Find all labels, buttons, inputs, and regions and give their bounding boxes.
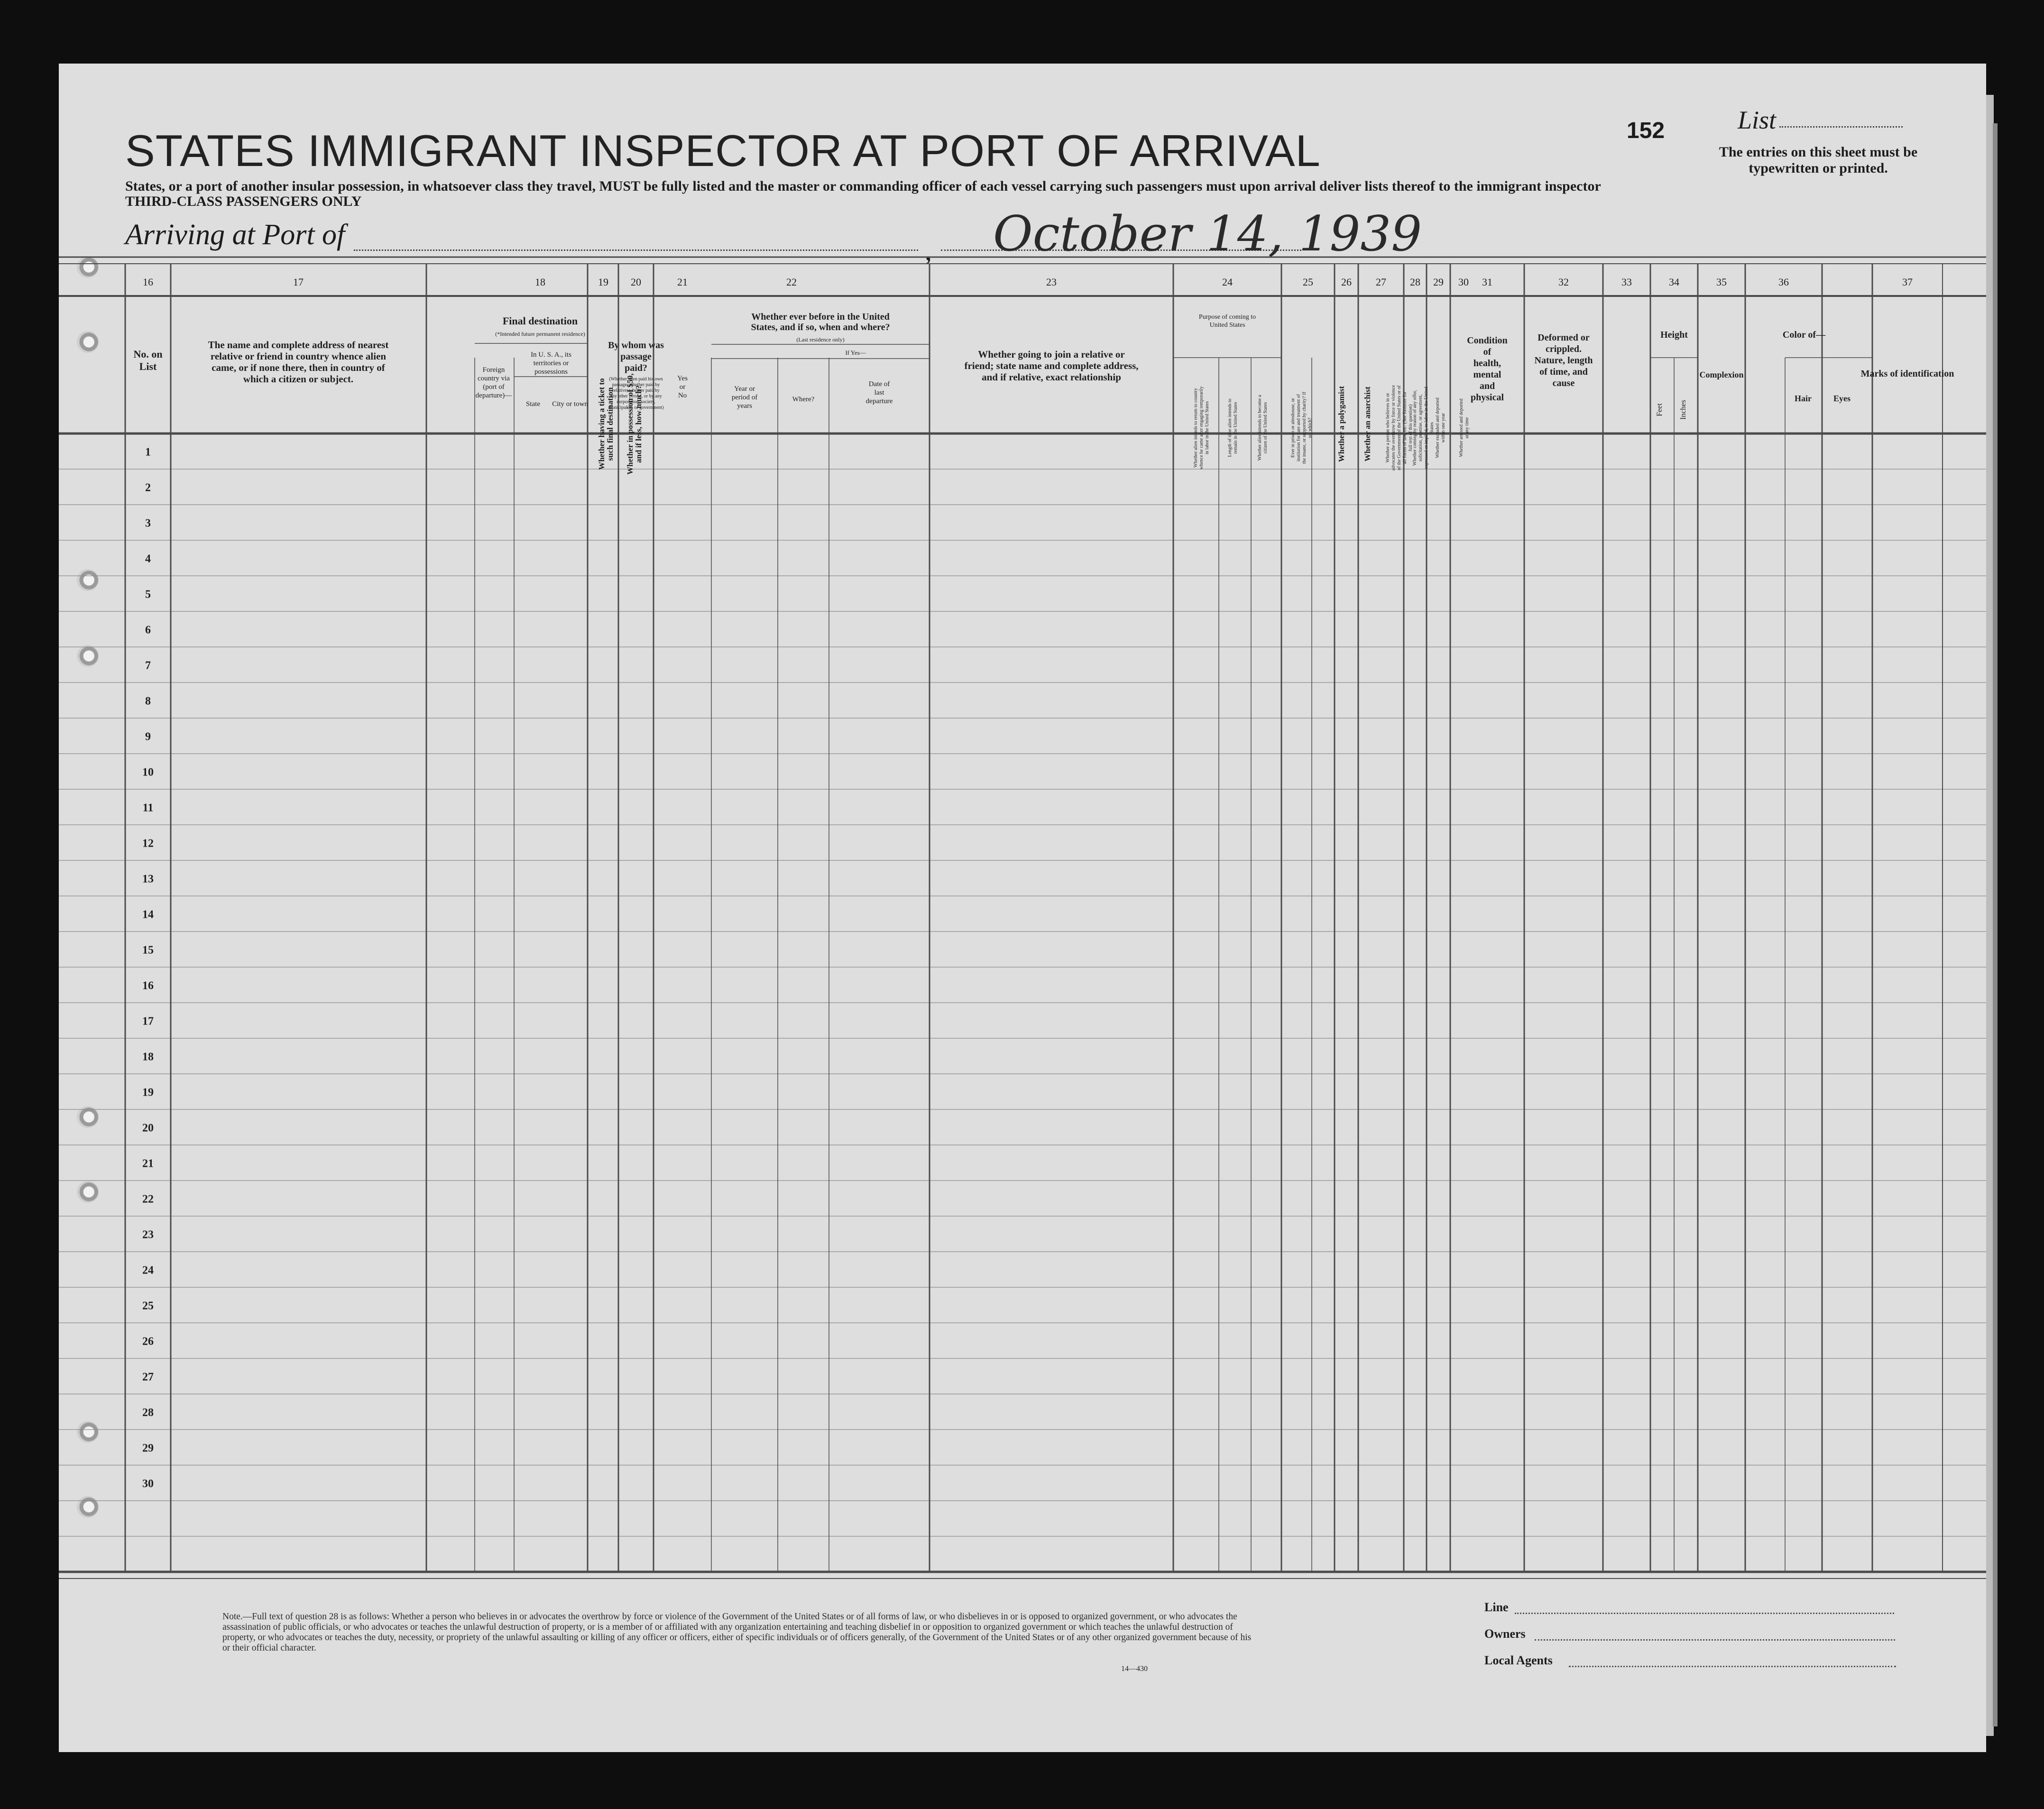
row-number: 23 [142, 1228, 154, 1241]
row-number: 8 [145, 695, 151, 708]
row-number: 10 [142, 766, 154, 779]
col-foreign-country: Foreign country via (port of departure)— [475, 366, 512, 399]
col-complexion: Complexion [1699, 370, 1744, 379]
col-purpose-a: Whether alien intends to return to countrywhence he came after engaging temporarilyin labor in the United States [1193, 386, 1210, 470]
row-number: 5 [145, 588, 151, 601]
column-number: 36 [1778, 276, 1789, 288]
col-yes-no: Yes or No [677, 375, 688, 399]
owners-field [1535, 1639, 1895, 1641]
column-number: 26 [1341, 276, 1352, 288]
column-number: 35 [1716, 276, 1727, 288]
col-date-departure: Date of last departure [865, 380, 893, 405]
row-number: 18 [142, 1051, 154, 1063]
col-if-yes: If Yes— [845, 349, 866, 356]
row-number: 6 [145, 624, 151, 637]
list-label: List [1738, 106, 1777, 134]
col-join-relative: Whether going to join a relative or friend; state name and complete address, and if relative, exact relationship [964, 349, 1139, 383]
col-where: Where? [792, 396, 815, 403]
owners-label: Owners [1484, 1627, 1526, 1641]
row-number: 11 [142, 802, 154, 814]
col-ever-before-sub: (Last residence only) [796, 336, 845, 343]
row-number: 9 [145, 730, 151, 743]
arriving-label: Arriving at Port of [125, 219, 345, 251]
row-number: 29 [142, 1442, 154, 1455]
column-number: 23 [1046, 276, 1057, 288]
page-edge-shadow [1993, 123, 1998, 1726]
row-number: 2 [145, 481, 151, 494]
row-number: 1 [145, 446, 151, 459]
local-agents-field [1569, 1666, 1896, 1667]
handwritten-date: October 14, 1939 [993, 206, 1422, 262]
column-number: 16 [143, 276, 153, 288]
column-number: 19 [598, 276, 608, 288]
line-label: Line [1484, 1600, 1509, 1614]
row-number: 12 [142, 837, 154, 850]
col-ticket: Whether having a ticket tosuch final destination [597, 378, 615, 470]
col-no-on-list: No. on List [133, 348, 163, 372]
col-q30: Whether excluded and deportedwithin one year [1435, 397, 1446, 458]
column-number: 17 [293, 276, 304, 288]
form-code: 14—430 [1121, 1665, 1148, 1673]
column-number: 18 [535, 276, 545, 288]
col-state: State [526, 400, 540, 408]
col-ever-before: Whether ever before in the United States, and if so, when and where? [751, 312, 890, 332]
column-number: 33 [1621, 276, 1632, 288]
col-height: Height [1660, 330, 1688, 340]
page-number: 152 [1627, 118, 1665, 143]
separator-comma: , [925, 235, 932, 266]
instruction-line: States, or a port of another insular possession, in whatsoever class they travel, MUST be fully listed and the master or commanding officer of each vessel carrying such passengers must upon arrival deliver lists thereof to the immigrant inspector [125, 178, 1601, 194]
column-number: 25 [1303, 276, 1313, 288]
row-number: 26 [142, 1335, 154, 1348]
row-number: 4 [145, 553, 151, 565]
column-number: 28 [1410, 276, 1420, 288]
column-number: 20 [631, 276, 641, 288]
row-number: 15 [142, 944, 154, 957]
col-possession-50: Whether in possession of $50,and if less, how much? [626, 373, 643, 475]
col-q28: Whether a person who believes in oradvocates the overthrow by force or violenceof the Government of the United States or ofall forms of law, etc. (See footnote forfull text of this question) [1385, 385, 1413, 471]
row-number: 22 [142, 1193, 154, 1206]
row-number: 17 [142, 1015, 154, 1028]
col-year-period: Year or period of years [731, 385, 758, 410]
manifest-grid [59, 64, 1986, 1752]
row-number: 25 [142, 1300, 154, 1312]
column-number: 34 [1669, 276, 1679, 288]
column-number: 30 [1458, 276, 1469, 288]
col-purpose-c: Whether alien intends to become acitizen of the United States [1257, 395, 1268, 461]
column-number: 24 [1222, 276, 1233, 288]
col-final-destination: Final destination [502, 315, 578, 327]
col-city: City or town [552, 400, 588, 408]
footnote-q28: Note.—Full text of question 28 is as follows: Whether a person who believes in or advocates the overthrow by force or violence of the Government of the United States or of all forms of law, or who disbelieves in or is opposed to organized government, or who advocates the assassination of public officials, or who advocates or teaches the unlawful destruction of property, or is a member of or affiliated with any organization entertaining and teaching disbelief in or opposition to organized government or which teaches the unlawful destruction of property, or who advocates or teaches the duty, necessity, or propriety of the unlawful assaulting or killing of any officer or officers, either of specific individuals or of officers generally, of the Government of the United States or of any other organized government because of his or their official character. [222, 1612, 1252, 1653]
col-marks: Marks of identification [1860, 369, 1954, 379]
column-number: 37 [1902, 276, 1913, 288]
column-number: 32 [1558, 276, 1569, 288]
col-q29: Whether coming by reason of any offer,solicitation, promise, or agreement,expressed or implied, to labor in the UnitedStates [1412, 387, 1435, 469]
row-number: 21 [142, 1157, 154, 1170]
row-number: 19 [142, 1086, 154, 1099]
local-agents-label: Local Agents [1484, 1653, 1553, 1667]
col-in-usa: In U. S. A., its territories or possessions [531, 351, 571, 376]
col-deformed: Deformed or crippled. Nature, length of time, and cause [1534, 332, 1593, 388]
col-q31: Whether arrested and deportedat any time [1459, 398, 1470, 457]
col-purpose: Purpose of coming to United States [1198, 314, 1256, 329]
column-number: 29 [1433, 276, 1444, 288]
col-prison: Ever in prison or almshouse, orinstitution for care and treatment ofthe insane, or supported by charity? Ifso, which? [1290, 392, 1313, 464]
form-title: STATES IMMIGRANT INSPECTOR AT PORT OF ARRIVAL [125, 126, 1321, 175]
col-color-of: Color of— [1782, 330, 1826, 340]
col-hair: Hair [1795, 394, 1812, 403]
row-number: 27 [142, 1371, 154, 1384]
column-number: 27 [1376, 276, 1386, 288]
row-number: 30 [142, 1477, 154, 1490]
col-final-destination-sub: (*Intended future permanent residence) [495, 331, 585, 337]
col-anarchist: Whether an anarchist [1363, 386, 1372, 462]
row-number: 3 [145, 517, 151, 530]
row-number: 16 [142, 979, 154, 992]
row-number: 13 [142, 873, 154, 886]
manifest-sheet [59, 64, 1986, 1752]
col-eyes: Eyes [1833, 394, 1851, 403]
column-number: 21 [677, 276, 688, 288]
row-number: 7 [145, 659, 151, 672]
col-feet: Feet [1656, 403, 1664, 416]
entries-note: The entries on this sheet must be typewritten or printed. [1719, 144, 1918, 176]
column-number: 31 [1482, 276, 1492, 288]
col-purpose-b: Length of time alien intends toremain in the United States [1227, 398, 1238, 457]
line-field [1515, 1613, 1894, 1614]
col-passage-paid-sub: (Whether alien paid his own passage, whether paid by relative, whether paid by any other person, or by any corporation, society, municipality, or government) [608, 377, 664, 410]
col-relative-address: The name and complete address of nearest relative or friend in country whence alien came, or if none there, then in country of which a citizen or subject. [208, 339, 389, 385]
col-polygamist: Whether a polygamist [1337, 386, 1346, 462]
column-number: 22 [786, 276, 797, 288]
col-condition: Condition of health, mental and physical [1467, 335, 1508, 403]
class-line: THIRD-CLASS PASSENGERS ONLY [125, 194, 362, 209]
row-number: 14 [142, 908, 154, 921]
col-passage-paid: By whom was passage paid? [608, 340, 664, 373]
row-number: 20 [142, 1122, 154, 1135]
col-inches: Inches [1679, 400, 1687, 420]
row-number: 28 [142, 1406, 154, 1419]
row-number: 24 [142, 1264, 154, 1277]
